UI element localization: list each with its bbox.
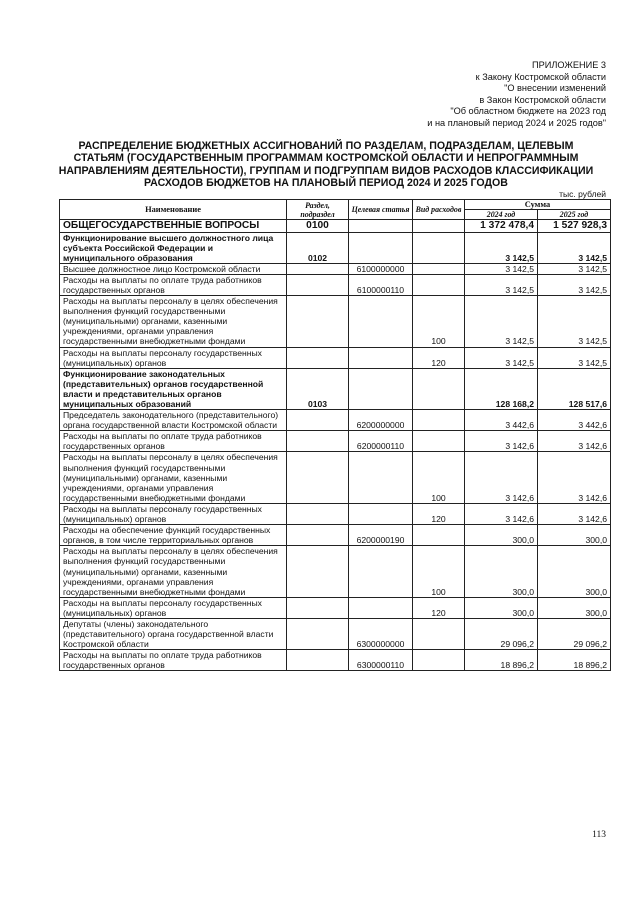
title-line: РАСПРЕДЕЛЕНИЕ БЮДЖЕТНЫХ АССИГНОВАНИЙ ПО РАЗДЕЛАМ, ПОДРАЗДЕЛАМ, ЦЕЛЕВЫМ xyxy=(78,140,574,152)
section-cell xyxy=(287,274,349,295)
value-2024-cell: 300,0 xyxy=(465,546,538,597)
kind-cell xyxy=(413,431,465,452)
name-cell: Расходы на обеспечение функций государственных органов, в том числе территориальных органов xyxy=(60,525,287,546)
value-2024-cell: 3 142,5 xyxy=(465,347,538,368)
name-cell: Расходы на выплаты персоналу в целях обеспечения выполнения функций государственными (муниципальными) органами, казенными учреждениями, органами управления государственными внебюджетными фондами xyxy=(60,452,287,503)
value-2024-cell: 1 372 478,4 xyxy=(465,220,538,233)
table-row xyxy=(60,410,611,431)
value-2024-cell: 18 896,2 xyxy=(465,650,538,671)
section-cell: 0102 xyxy=(287,232,349,263)
name-cell: Расходы на выплаты персоналу государственных (муниципальных) органов xyxy=(60,597,287,618)
kind-cell xyxy=(413,368,465,409)
section-cell xyxy=(287,431,349,452)
title-line: РАСХОДОВ БЮДЖЕТОВ НА ПЛАНОВЫЙ ПЕРИОД 2024 И 2025 ГОДОВ xyxy=(144,177,508,190)
target-cell xyxy=(349,232,413,263)
name-cell: ОБЩЕГОСУДАРСТВЕННЫЕ ВОПРОСЫ xyxy=(60,220,287,233)
kind-cell xyxy=(413,232,465,263)
table-row xyxy=(60,232,611,263)
value-2024-cell: 3 142,6 xyxy=(465,503,538,524)
target-cell: 6200000190 xyxy=(349,525,413,546)
section-cell xyxy=(287,650,349,671)
name-cell: Расходы на выплаты по оплате труда работников государственных органов xyxy=(60,650,287,671)
kind-cell xyxy=(413,220,465,233)
value-2024-cell: 29 096,2 xyxy=(465,618,538,649)
header-section: Раздел, подраздел xyxy=(287,200,349,220)
name-cell: Расходы на выплаты по оплате труда работников государственных органов xyxy=(60,274,287,295)
section-cell xyxy=(287,347,349,368)
name-cell: Председатель законодательного (представительного) органа государственной власти Костромской области xyxy=(60,410,287,431)
section-cell xyxy=(287,503,349,524)
target-cell xyxy=(349,368,413,409)
section-cell xyxy=(287,546,349,597)
value-2025-cell: 3 442,6 xyxy=(538,410,611,431)
title-line: НАПРАВЛЕНИЯМ ДЕЯТЕЛЬНОСТИ), ГРУППАМ И ПОДГРУППАМ ВИДОВ РАСХОДОВ КЛАССИФИКАЦИИ xyxy=(58,164,594,177)
section-cell xyxy=(287,452,349,503)
target-cell xyxy=(349,347,413,368)
section-cell xyxy=(287,410,349,431)
value-2025-cell: 3 142,6 xyxy=(538,431,611,452)
name-cell: Функционирование высшего должностного лица субъекта Российской Федерации и муниципального образования xyxy=(60,232,287,263)
table-row xyxy=(60,452,611,503)
table-row xyxy=(60,368,611,409)
section-cell xyxy=(287,525,349,546)
value-2024-cell: 3 442,6 xyxy=(465,410,538,431)
target-cell xyxy=(349,452,413,503)
kind-cell: 120 xyxy=(413,347,465,368)
kind-cell: 100 xyxy=(413,296,465,347)
value-2025-cell: 300,0 xyxy=(538,597,611,618)
value-2025-cell: 3 142,5 xyxy=(538,263,611,274)
value-2025-cell: 300,0 xyxy=(538,525,611,546)
value-2025-cell: 3 142,5 xyxy=(538,347,611,368)
section-cell: 0100 xyxy=(287,220,349,233)
header-sum: Сумма xyxy=(465,200,611,210)
kind-cell xyxy=(413,410,465,431)
section-cell: 0103 xyxy=(287,368,349,409)
header-year-2024: 2024 год xyxy=(465,210,538,220)
table-row xyxy=(60,618,611,649)
table-row xyxy=(60,503,611,524)
kind-cell xyxy=(413,650,465,671)
value-2024-cell: 300,0 xyxy=(465,525,538,546)
kind-cell xyxy=(413,525,465,546)
value-2025-cell: 3 142,6 xyxy=(538,503,611,524)
name-cell: Расходы на выплаты персоналу в целях обеспечения выполнения функций государственными (муниципальными) органами, казенными учреждениями, органами управления государственными внебюджетными фондами xyxy=(60,546,287,597)
table-row xyxy=(60,347,611,368)
title-line: СТАТЬЯМ (ГОСУДАРСТВЕННЫМ ПРОГРАММАМ КОСТРОМСКОЙ ОБЛАСТИ И НЕПРОГРАММНЫМ xyxy=(73,152,579,165)
kind-cell xyxy=(413,618,465,649)
section-cell xyxy=(287,618,349,649)
appendix-line: "Об областном бюджете на 2023 год xyxy=(450,106,606,116)
target-cell: 6200000000 xyxy=(349,410,413,431)
value-2025-cell: 3 142,6 xyxy=(538,452,611,503)
appendix-line: ПРИЛОЖЕНИЕ 3 xyxy=(532,60,606,70)
value-2025-cell: 300,0 xyxy=(538,546,611,597)
header-year-2025: 2025 год xyxy=(538,210,611,220)
appendix-line: к Закону Костромской области xyxy=(475,71,606,82)
table-row xyxy=(60,597,611,618)
value-2025-cell: 1 527 928,3 xyxy=(538,220,611,233)
value-2024-cell: 3 142,5 xyxy=(465,263,538,274)
appendix-line: в Закон Костромской области xyxy=(479,94,606,105)
value-2024-cell: 3 142,5 xyxy=(465,296,538,347)
value-2025-cell: 128 517,6 xyxy=(538,368,611,409)
name-cell: Расходы на выплаты персоналу в целях обеспечения выполнения функций государственными (муниципальными) органами, казенными учреждениями, органами управления государственными внебюджетными фондами xyxy=(60,296,287,347)
table-row xyxy=(60,546,611,597)
header-kind: Вид расходов xyxy=(413,200,465,220)
value-2025-cell: 29 096,2 xyxy=(538,618,611,649)
target-cell xyxy=(349,503,413,524)
unit-label: тыс. рублей xyxy=(559,189,606,199)
appendix-line: "О внесении изменений xyxy=(504,83,606,93)
value-2024-cell: 128 168,2 xyxy=(465,368,538,409)
section-cell xyxy=(287,597,349,618)
table-row xyxy=(60,431,611,452)
kind-cell xyxy=(413,274,465,295)
header-target: Целевая статья xyxy=(349,200,413,220)
value-2024-cell: 3 142,5 xyxy=(465,274,538,295)
kind-cell: 100 xyxy=(413,546,465,597)
header-name: Наименование xyxy=(60,200,287,220)
value-2025-cell: 18 896,2 xyxy=(538,650,611,671)
document-title xyxy=(44,140,608,190)
target-cell xyxy=(349,546,413,597)
table-row xyxy=(60,525,611,546)
name-cell: Высшее должностное лицо Костромской области xyxy=(60,263,287,274)
target-cell xyxy=(349,296,413,347)
target-cell xyxy=(349,597,413,618)
name-cell: Расходы на выплаты персоналу государственных (муниципальных) органов xyxy=(60,503,287,524)
name-cell: Расходы на выплаты по оплате труда работников государственных органов xyxy=(60,431,287,452)
value-2025-cell: 3 142,5 xyxy=(538,296,611,347)
name-cell: Депутаты (члены) законодательного (представительного) органа государственной власти Костромской области xyxy=(60,618,287,649)
target-cell xyxy=(349,220,413,233)
page-number: 113 xyxy=(592,830,606,840)
kind-cell xyxy=(413,263,465,274)
target-cell: 6200000110 xyxy=(349,431,413,452)
value-2024-cell: 3 142,6 xyxy=(465,452,538,503)
section-cell xyxy=(287,296,349,347)
table-row xyxy=(60,296,611,347)
target-cell: 6100000110 xyxy=(349,274,413,295)
table-row xyxy=(60,650,611,671)
target-cell: 6300000110 xyxy=(349,650,413,671)
value-2025-cell: 3 142,5 xyxy=(538,274,611,295)
appendix-line: и на плановый период 2024 и 2025 годов" xyxy=(427,117,606,128)
table-row xyxy=(60,220,611,233)
kind-cell: 120 xyxy=(413,597,465,618)
target-cell: 6100000000 xyxy=(349,263,413,274)
name-cell: Функционирование законодательных (представительных) органов государственной власти и представительных органов муниципальных образований xyxy=(60,368,287,409)
value-2024-cell: 300,0 xyxy=(465,597,538,618)
table-body xyxy=(60,220,611,671)
appendix-header xyxy=(427,60,606,129)
value-2024-cell: 3 142,5 xyxy=(465,232,538,263)
target-cell: 6300000000 xyxy=(349,618,413,649)
budget-table xyxy=(59,199,611,671)
section-cell xyxy=(287,263,349,274)
kind-cell: 100 xyxy=(413,452,465,503)
table-row xyxy=(60,263,611,274)
table-row xyxy=(60,274,611,295)
name-cell: Расходы на выплаты персоналу государственных (муниципальных) органов xyxy=(60,347,287,368)
kind-cell: 120 xyxy=(413,503,465,524)
value-2025-cell: 3 142,5 xyxy=(538,232,611,263)
value-2024-cell: 3 142,6 xyxy=(465,431,538,452)
